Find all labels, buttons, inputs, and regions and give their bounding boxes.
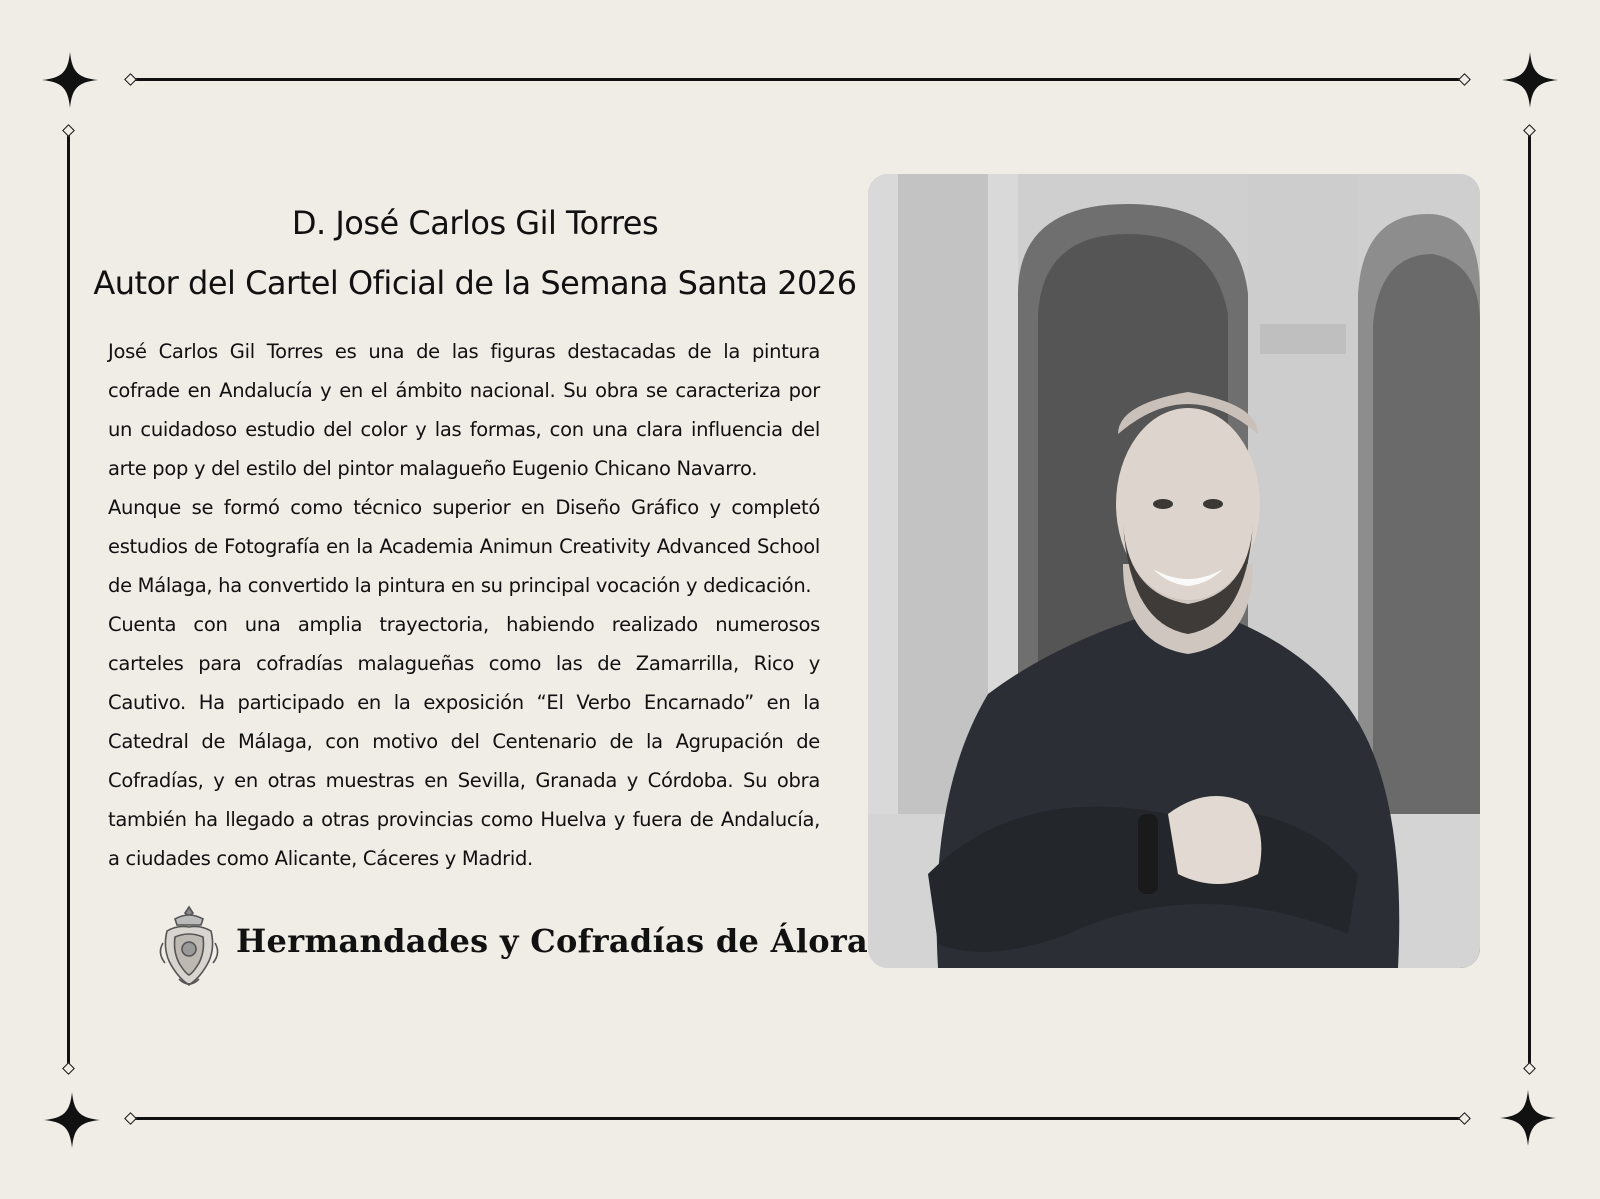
sparkle-star-icon [1500, 1090, 1556, 1146]
sparkle-star-icon [1502, 52, 1558, 108]
organization-name: Hermandades y Cofradías de Álora [236, 922, 869, 960]
portrait-photo [868, 174, 1480, 968]
page-heading [92, 193, 858, 313]
left-border-line [67, 130, 70, 1068]
bottom-border-line [130, 1117, 1465, 1120]
left-top-diamond [62, 124, 75, 137]
right-border-line [1528, 130, 1531, 1068]
biography-text [108, 332, 820, 878]
right-bottom-diamond [1523, 1062, 1536, 1075]
top-border-line [130, 78, 1465, 81]
left-bottom-diamond [62, 1062, 75, 1075]
bio-paragraph: Aunque se formó como técnico superior en Diseño Gráfico y completó estudios de Fotografía en la Academia Animun Creativity Advanced School de Málaga, ha convertido la pintura en su principal vocación y dedicación. [108, 496, 820, 597]
top-left-diamond [124, 73, 137, 86]
bottom-right-diamond [1458, 1112, 1471, 1125]
top-right-diamond [1458, 73, 1471, 86]
bio-paragraph: José Carlos Gil Torres es una de las figuras destacadas de la pintura cofrade en Andalucía y en el ámbito nacional. Su obra se caracteriza por un cuidadoso estudio del color y las formas, con una clara influencia del arte pop y del estilo del pintor malagueño Eugenio Chicano Navarro. [108, 340, 820, 480]
sparkle-star-icon [42, 52, 98, 108]
author-role: Autor del Cartel Oficial de la Semana Santa 2026 [93, 264, 857, 302]
coat-of-arms-icon [155, 903, 223, 989]
bottom-left-diamond [124, 1112, 137, 1125]
author-name: D. José Carlos Gil Torres [291, 204, 659, 242]
sparkle-star-icon [44, 1092, 100, 1148]
right-top-diamond [1523, 124, 1536, 137]
bio-paragraph: Cuenta con una amplia trayectoria, habiendo realizado numerosos carteles para cofradías malagueñas como las de Zamarrilla, Rico y Cautivo. Ha participado en la exposición “El Verbo Encarnado” en la Catedral de Málaga, con motivo del Centenario de la Agrupación de Cofradías, y en otras muestras en Sevilla, Granada y Córdoba. Su obra también ha llegado a otras provincias como Huelva y fuera de Andalucía, a ciudades como Alicante, Cáceres y Madrid. [108, 613, 820, 870]
